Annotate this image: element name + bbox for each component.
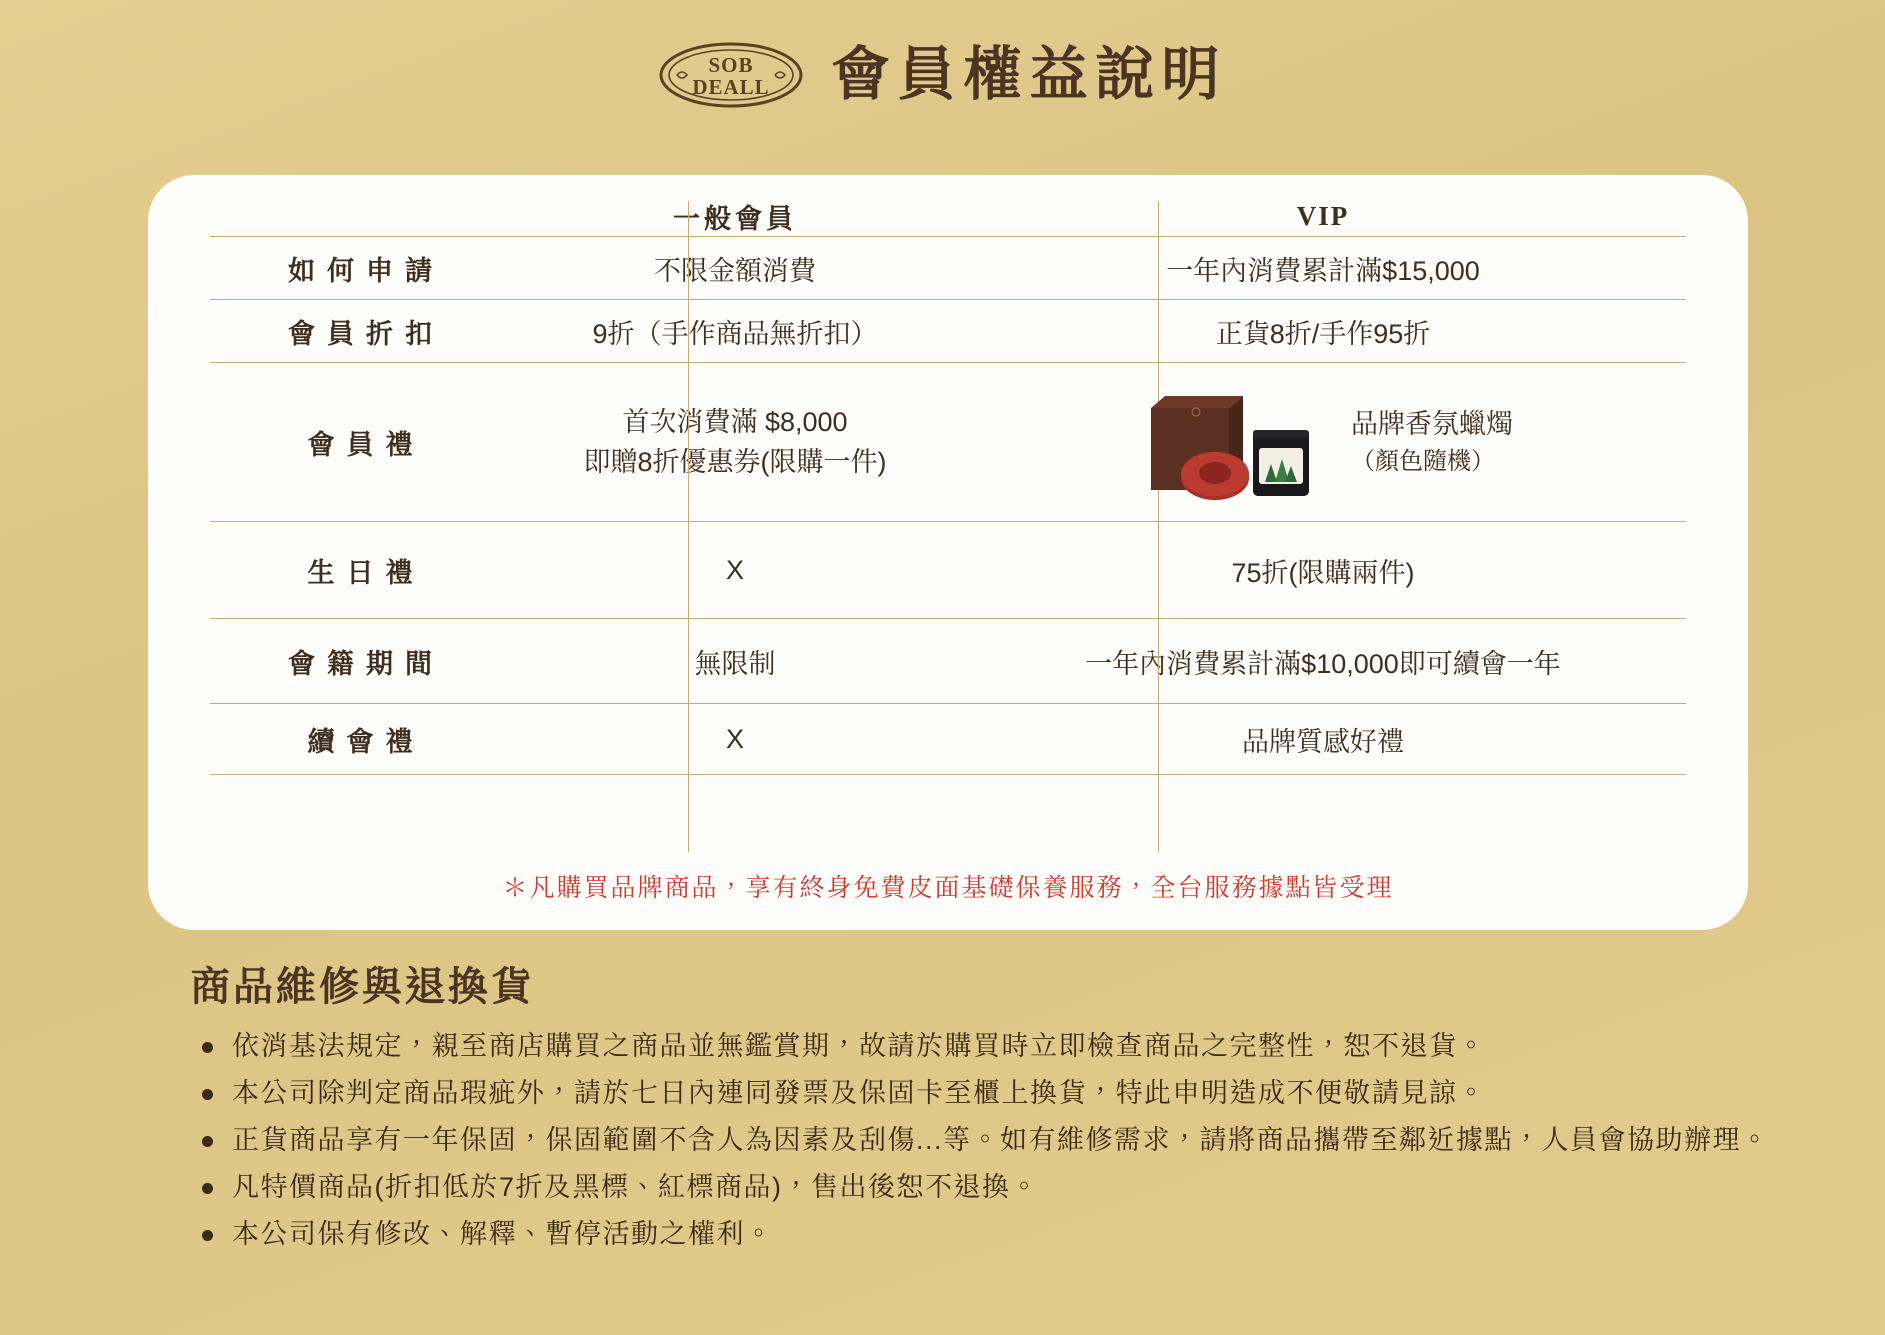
page-header: [0, 0, 1885, 112]
member-gift-line-1: 首次消費滿 $8,000: [622, 406, 848, 437]
header-cell-blank: [210, 197, 510, 237]
benefits-card: [148, 175, 1748, 930]
row-label-member-discount: 會員折扣: [210, 300, 510, 363]
brand-logo-icon: [657, 39, 805, 111]
cell-vip-renewal-gift: 品牌質感好禮: [960, 704, 1686, 775]
table-row: [210, 300, 1686, 363]
header-cell-general: 一般會員: [673, 204, 797, 234]
list-item: 本公司保有修改、解釋、暫停活動之權利。: [232, 1214, 1790, 1255]
table-row: [210, 363, 1686, 522]
row-label-how-to-apply: 如何申請: [210, 237, 510, 300]
cell-vip-how-to-apply: 一年內消費累計滿$15,000: [960, 237, 1686, 300]
cell-general-renewal-gift: X: [510, 704, 960, 775]
column-divider-1: [688, 201, 689, 852]
vip-gift-line-1: 品牌香氛蠟燭: [1351, 408, 1513, 439]
member-gift-line-2: 即贈8折優惠券(限購一件): [583, 447, 887, 477]
table-row: [210, 704, 1686, 775]
list-item: 本公司除判定商品瑕疵外，請於七日內連同發票及保固卡至櫃上換貨，特此申明造成不便敬請見諒。: [232, 1073, 1790, 1114]
table-footnote: ＊凡購買品牌商品，享有終身免費皮面基礎保養服務，全台服務據點皆受理: [502, 874, 1394, 902]
table-row: [210, 619, 1686, 704]
cell-vip-member-discount: 正貨8折/手作95折: [960, 300, 1686, 363]
table-row: [210, 522, 1686, 619]
table-row: [210, 237, 1686, 300]
cell-general-birthday-gift: X: [510, 522, 960, 619]
candle-and-box-image: [1133, 378, 1333, 506]
list-item: 正貨商品享有一年保固，保固範圍不含人為因素及刮傷...等。如有維修需求，請將商品攜帶至鄰近據點，人員會協助辦理。: [232, 1120, 1790, 1161]
svg-text:DEALL: DEALL: [692, 75, 771, 99]
list-item: 依消基法規定，親至商店購買之商品並無鑑賞期，故請於購買時立即檢查商品之完整性，恕不退貨。: [232, 1026, 1790, 1067]
list-item: 凡特價商品(折扣低於7折及黑標、紅標商品)，售出後恕不退換。: [232, 1167, 1790, 1208]
cell-vip-birthday-gift: 75折(限購兩件): [960, 522, 1686, 619]
cell-vip-membership-period: 一年內消費累計滿$10,000即可續會一年: [960, 619, 1686, 704]
row-label-birthday-gift: 生日禮: [210, 522, 510, 619]
table-bottom-rule: [210, 775, 1686, 778]
column-divider-2: [1158, 201, 1159, 852]
cell-general-member-discount: 9折（手作商品無折扣）: [510, 300, 960, 363]
repair-return-section: [190, 955, 1790, 1261]
cell-vip-member-gift: [960, 363, 1686, 522]
row-label-member-gift: 會員禮: [210, 363, 510, 522]
cell-general-member-gift: [510, 363, 960, 522]
notes-list: [190, 1026, 1790, 1255]
page-title: 會員權益說明: [831, 42, 1228, 107]
svg-text:SOB: SOB: [708, 53, 754, 77]
header-cell-vip: VIP: [1296, 201, 1350, 231]
row-label-membership-period: 會籍期間: [210, 619, 510, 704]
cell-general-how-to-apply: 不限金額消費: [510, 237, 960, 300]
vip-gift-line-2: （顏色隨機）: [1351, 448, 1495, 476]
section-title: 商品維修與退換貨: [190, 964, 534, 1009]
table-header-row: [210, 197, 1686, 237]
benefits-table: [210, 197, 1686, 777]
cell-general-membership-period: 無限制: [510, 619, 960, 704]
row-label-renewal-gift: 續會禮: [210, 704, 510, 775]
